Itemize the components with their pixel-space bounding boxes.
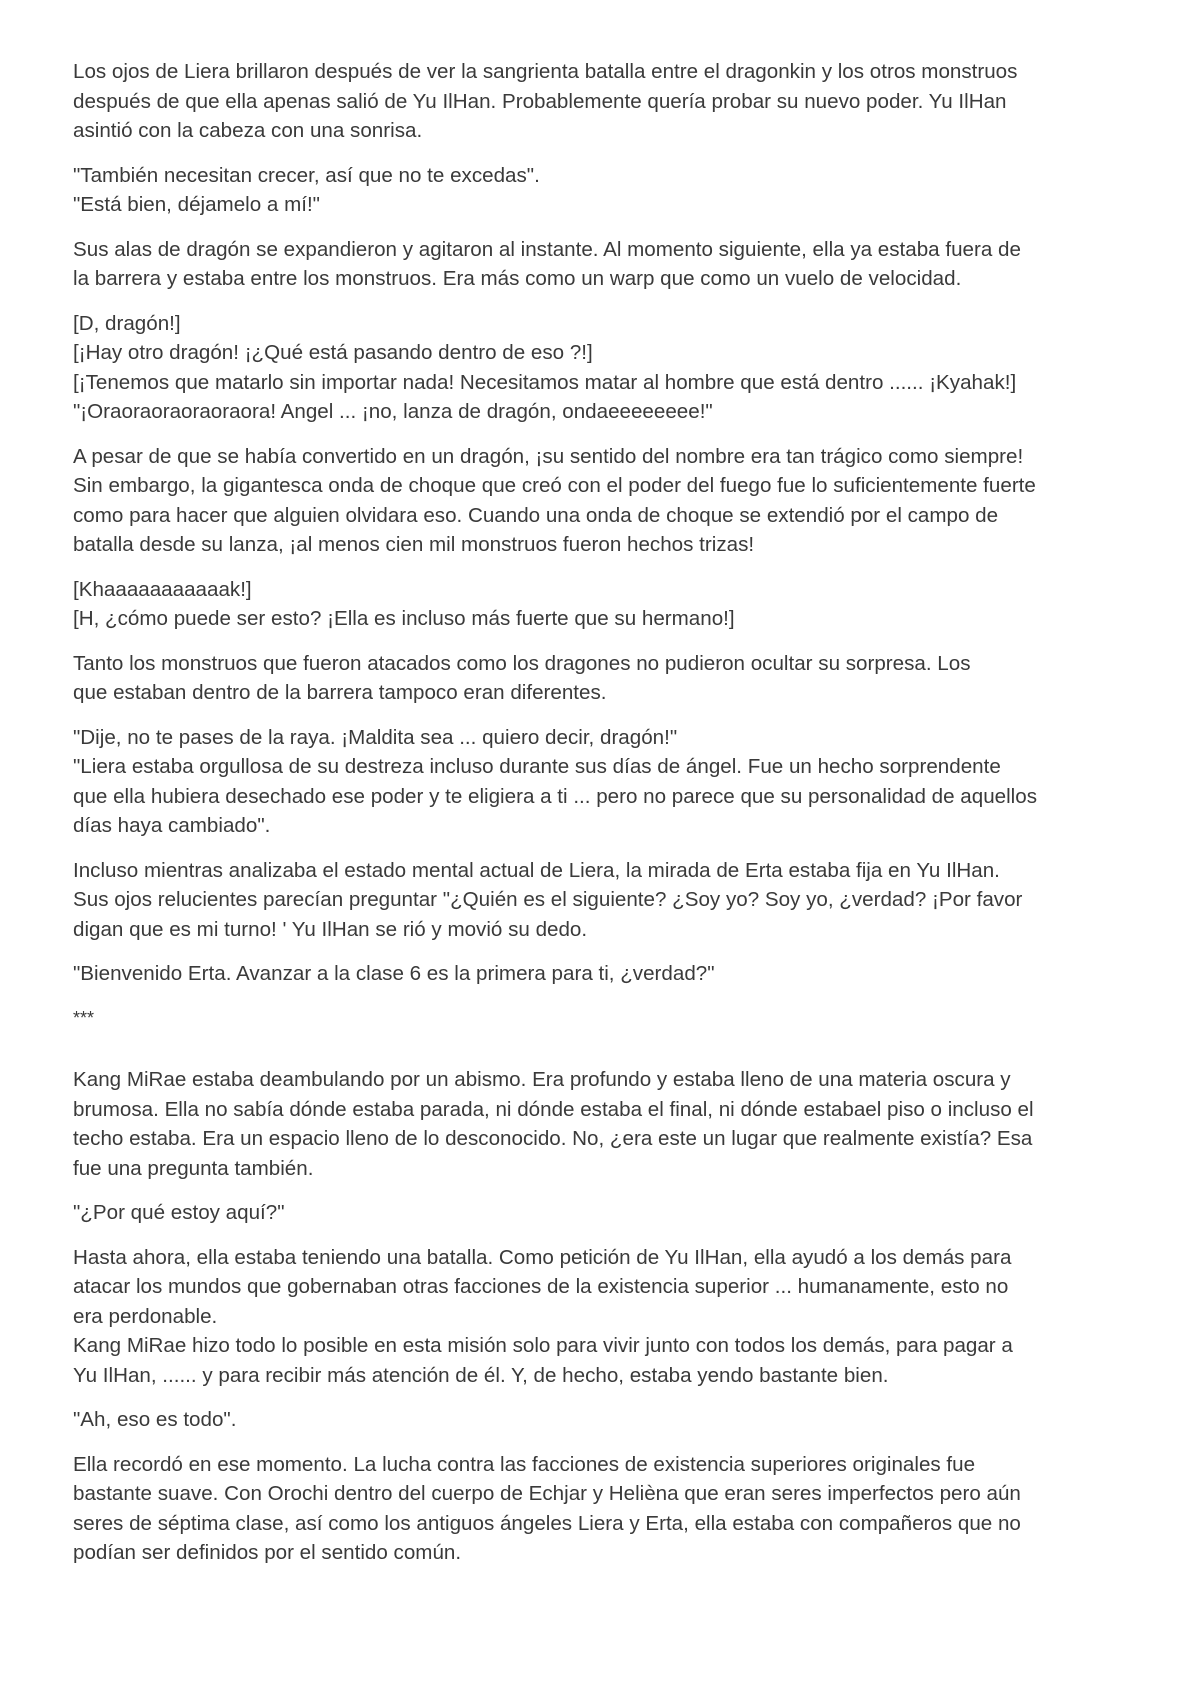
scene-separator: *** <box>73 1007 95 1028</box>
text-line: [¡Hay otro dragón! ¡¿Qué está pasando dentro de eso ?!] <box>73 341 593 364</box>
text-line: "¡Oraoraoraoraoraora! Angel ... ¡no, lanza de dragón, ondaeeeeeeee!" <box>73 400 713 423</box>
paragraph-13 <box>73 1243 1110 1391</box>
paragraph-15 <box>73 1450 1110 1568</box>
text-line: "También necesitan crecer, así que no te excedas". <box>73 163 540 187</box>
text-line: seres de séptima clase, así como los antiguos ángeles Liera y Erta, ella estaba con compañeros que no <box>73 1511 1021 1535</box>
paragraph-4 <box>73 309 1110 427</box>
paragraph-12 <box>73 1198 1110 1228</box>
text-line: bastante suave. Con Orochi dentro del cuerpo de Echjar y Helièna que eran seres imperfectos pero aún <box>73 1482 1021 1505</box>
text-line: Ella recordó en ese momento. La lucha contra las facciones de existencia superiores originales fue <box>73 1452 976 1476</box>
text-line: Tanto los monstruos que fueron atacados como los dragones no pudieron ocultar su sorpresa. Los <box>73 651 971 675</box>
text-line: Sus ojos relucientes parecían preguntar "¿Quién es el siguiente? ¿Soy yo? Soy yo, ¿verdad? ¡Por favor <box>73 888 1023 911</box>
text-line: como para hacer que alguien olvidara eso. Cuando una onda de choque se extendió por el campo de <box>73 503 999 527</box>
text-line: "Está bien, déjamelo a mí!" <box>73 193 320 216</box>
text-line: podían ser definidos por el sentido común. <box>73 1541 462 1564</box>
text-line: atacar los mundos que gobernaban otras facciones de la existencia superior ... humanamente, esto no <box>73 1275 1009 1298</box>
text-line: "Dije, no te pases de la raya. ¡Maldita sea ... quiero decir, dragón!" <box>73 725 678 749</box>
text-line: después de que ella apenas salió de Yu IlHan. Probablemente quería probar su nuevo poder. Yu IlHan <box>73 89 1007 113</box>
text-line: [Khaaaaaaaaaaak!] <box>73 577 252 601</box>
paragraph-11 <box>73 1065 1110 1183</box>
paragraph-7 <box>73 649 1110 708</box>
paragraph-5 <box>73 442 1110 560</box>
paragraph-8 <box>73 723 1110 841</box>
text-line: Incluso mientras analizaba el estado mental actual de Liera, la mirada de Erta estaba fija en Yu IlHan. <box>73 858 1000 882</box>
paragraph-1 <box>73 57 1110 146</box>
text-line: Kang MiRae hizo todo lo posible en esta misión solo para vivir junto con todos los demás, para pagar a <box>73 1334 1013 1357</box>
paragraph-14 <box>73 1405 1110 1435</box>
text-line: fue una pregunta también. <box>73 1156 314 1180</box>
text-line: que ella hubiera desechado ese poder y te eligiera a ti ... pero no parece que su personalidad de aquellos <box>73 784 1038 808</box>
text-line: brumosa. Ella no sabía dónde estaba parada, ni dónde estaba el final, ni dónde estabael piso o incluso el <box>73 1097 1034 1121</box>
text-line: batalla desde su lanza, ¡al menos cien mil monstruos fueron hechos trizas! <box>73 533 755 556</box>
text-line: "¿Por qué estoy aquí?" <box>73 1201 285 1224</box>
paragraph-10 <box>73 959 1110 989</box>
text-line: era perdonable. <box>73 1304 218 1328</box>
text-line: "Bienvenido Erta. Avanzar a la clase 6 es la primera para ti, ¿verdad?" <box>73 962 715 985</box>
text-line: [¡Tenemos que matarlo sin importar nada! Necesitamos matar al hombre que está dentro ...... ¡Kyahak!] <box>73 370 1017 394</box>
text-line: techo estaba. Era un espacio lleno de lo desconocido. No, ¿era este un lugar que realmente existía? Esa <box>73 1127 1033 1150</box>
paragraph-3 <box>73 235 1110 294</box>
text-line: "Ah, eso es todo". <box>73 1408 237 1431</box>
text-line: la barrera y estaba entre los monstruos. Era más como un warp que como un vuelo de velocidad. <box>73 267 962 290</box>
text-line: digan que es mi turno! ' Yu IlHan se rió y movió su dedo. <box>73 917 588 941</box>
paragraph-6 <box>73 575 1110 634</box>
paragraph-2 <box>73 161 1110 220</box>
text-line: Kang MiRae estaba deambulando por un abismo. Era profundo y estaba lleno de una materia oscura y <box>73 1068 1011 1091</box>
text-line: Hasta ahora, ella estaba teniendo una batalla. Como petición de Yu IlHan, ella ayudó a los demás para <box>73 1245 1012 1269</box>
text-line: [H, ¿cómo puede ser esto? ¡Ella es incluso más fuerte que su hermano!] <box>73 607 735 630</box>
text-line: que estaban dentro de la barrera tampoco eran diferentes. <box>73 681 607 704</box>
paragraph-9 <box>73 856 1110 945</box>
text-line: "Liera estaba orgullosa de su destreza incluso durante sus días de ángel. Fue un hecho sorprendente <box>73 755 1001 778</box>
text-line: asintió con la cabeza con una sonrisa. <box>73 119 423 142</box>
text-line: Yu IlHan, ...... y para recibir más atención de él. Y, de hecho, estaba yendo bastante bien. <box>73 1363 889 1387</box>
text-line: A pesar de que se había convertido en un dragón, ¡su sentido del nombre era tan trágico como siempre! <box>73 444 1024 468</box>
text-line: Sus alas de dragón se expandieron y agitaron al instante. Al momento siguiente, ella ya estaba fuera de <box>73 237 1021 261</box>
text-line: Sin embargo, la gigantesca onda de choque que creó con el poder del fuego fue lo suficientemente fuerte <box>73 474 1036 497</box>
text-line: Los ojos de Liera brillaron después de ver la sangrienta batalla entre el dragonkin y los otros monstruos <box>73 60 1018 83</box>
text-line: [D, dragón!] <box>73 311 181 335</box>
text-line: días haya cambiado". <box>73 814 271 837</box>
